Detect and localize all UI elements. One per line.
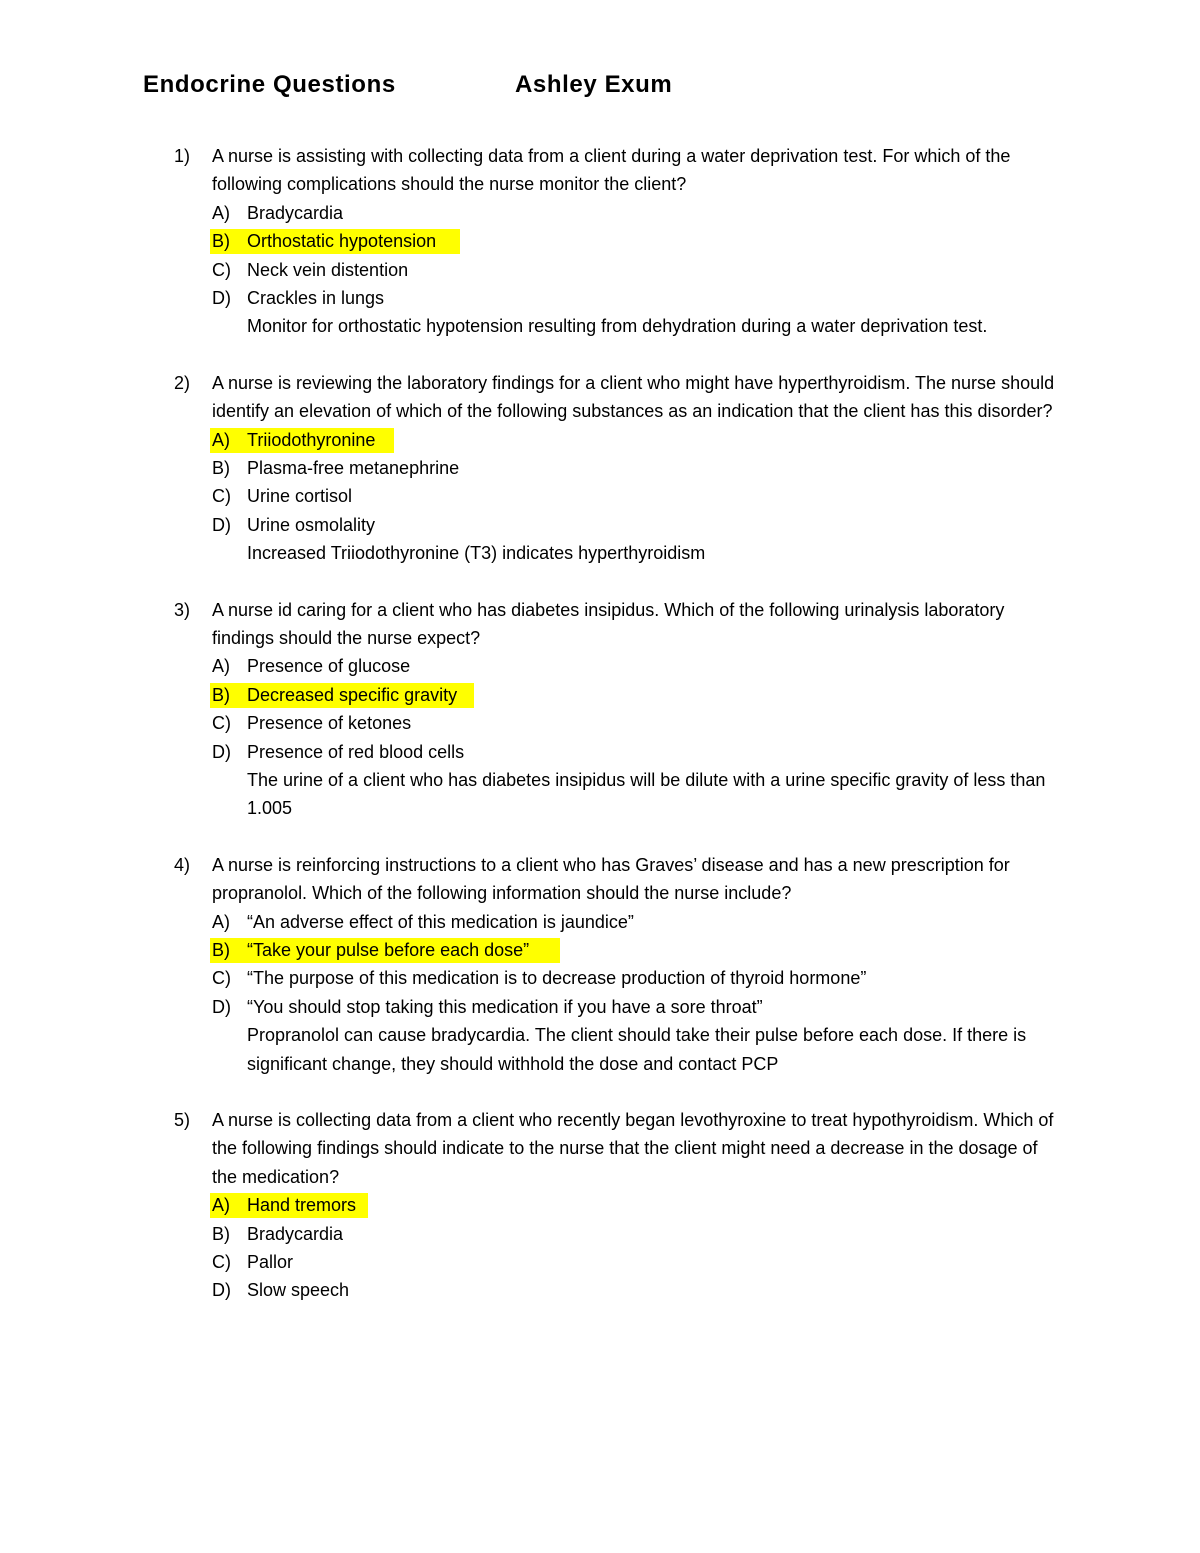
option-letter: D)	[212, 1280, 231, 1301]
option-text: Presence of ketones	[247, 713, 412, 734]
option-d	[0, 993, 1200, 1021]
option-letter: C)	[212, 486, 231, 507]
option-letter: D)	[212, 996, 231, 1017]
answer-rationale: Monitor for orthostatic hypotension resulting from dehydration during a water deprivation test.	[247, 316, 988, 337]
option-text: Presence of red blood cells	[247, 741, 465, 762]
option-text: Presence of glucose	[247, 656, 411, 677]
option-a-correct	[0, 1191, 1200, 1219]
option-text: “The purpose of this medication is to decrease production of thyroid hormone”	[247, 968, 867, 989]
option-letter: D)	[212, 741, 231, 762]
option-d	[0, 284, 1200, 312]
author-name: Ashley Exum	[515, 71, 673, 98]
answer-options	[0, 652, 1200, 766]
option-a	[0, 199, 1200, 227]
answer-options	[0, 908, 1200, 1022]
option-text: Bradycardia	[247, 202, 344, 223]
answer-options	[0, 199, 1200, 313]
option-text: Urine osmolality	[247, 514, 376, 535]
option-letter: C)	[212, 1251, 231, 1272]
option-d	[0, 1276, 1200, 1304]
option-a	[0, 652, 1200, 680]
option-letter: B)	[212, 231, 230, 252]
question-5	[0, 1106, 1200, 1305]
question-2	[0, 369, 1200, 568]
question-number: 5)	[174, 1109, 191, 1130]
option-letter: C)	[212, 713, 231, 734]
option-letter: D)	[212, 287, 231, 308]
option-c	[0, 256, 1200, 284]
question-stem: A nurse is reinforcing instructions to a client who has Graves’ disease and has a new prescription for propranolol. Which of the following information should the nurse include?	[212, 854, 1010, 904]
answer-options	[0, 1191, 1200, 1305]
option-letter: A)	[212, 1195, 230, 1216]
answer-options	[0, 426, 1200, 540]
option-text: “Take your pulse before each dose”	[247, 939, 530, 960]
option-b-correct	[0, 681, 1200, 709]
option-text: Hand tremors	[247, 1195, 357, 1216]
question-stem: A nurse is reviewing the laboratory findings for a client who might have hyperthyroidism. The nurse should identify an elevation of which of the following substances as an indication that the client has this disorder?	[212, 372, 1055, 422]
option-text: Crackles in lungs	[247, 287, 385, 308]
option-c	[0, 1248, 1200, 1276]
option-letter: D)	[212, 514, 231, 535]
question-stem: A nurse is assisting with collecting data from a client during a water deprivation test. For which of the following complications should the nurse monitor the client?	[212, 146, 1011, 195]
option-b	[0, 454, 1200, 482]
option-text: Plasma-free metanephrine	[247, 457, 460, 478]
option-a-correct	[0, 426, 1200, 454]
document-title: Endocrine Questions	[143, 71, 396, 98]
question-number: 3)	[174, 599, 191, 620]
option-letter: B)	[212, 1223, 230, 1244]
option-text: Urine cortisol	[247, 486, 353, 507]
question-number: 1)	[174, 146, 191, 166]
option-text: Decreased specific gravity	[247, 684, 458, 705]
answer-rationale: Propranolol can cause bradycardia. The client should take their pulse before each dose. If there is significant change, they should withhold the dose and contact PCP	[247, 1025, 1027, 1074]
option-text: Slow speech	[247, 1280, 350, 1301]
option-letter: C)	[212, 968, 231, 989]
option-text: Triiodothyronine	[247, 429, 376, 450]
option-text: “You should stop taking this medication if you have a sore throat”	[247, 996, 763, 1017]
option-c	[0, 482, 1200, 510]
question-1	[0, 142, 1200, 341]
option-letter: A)	[212, 911, 230, 932]
question-number: 4)	[174, 854, 191, 875]
option-text: Pallor	[247, 1251, 294, 1272]
option-c	[0, 709, 1200, 737]
question-stem: A nurse id caring for a client who has diabetes insipidus. Which of the following urinalysis laboratory findings should the nurse expect?	[212, 599, 1005, 648]
option-b	[0, 1220, 1200, 1248]
option-letter: A)	[212, 202, 230, 223]
option-letter: B)	[212, 684, 230, 705]
option-text: Orthostatic hypotension	[247, 231, 437, 252]
option-letter: A)	[212, 656, 230, 677]
option-letter: B)	[212, 457, 230, 478]
option-text: “An adverse effect of this medication is jaundice”	[247, 911, 634, 932]
question-stem: A nurse is collecting data from a client who recently began levothyroxine to treat hypothyroidism. Which of the following findings should indicate to the nurse that the client might need a decrease in the dosage of the medication?	[212, 1109, 1054, 1187]
option-d	[0, 511, 1200, 539]
option-c	[0, 964, 1200, 992]
question-4	[0, 851, 1200, 1078]
option-d	[0, 738, 1200, 766]
option-letter: B)	[212, 939, 230, 960]
option-letter: A)	[212, 429, 230, 450]
option-a	[0, 908, 1200, 936]
question-3	[0, 596, 1200, 823]
answer-rationale: Increased Triiodothyronine (T3) indicates hyperthyroidism	[247, 543, 706, 564]
question-number: 2)	[174, 372, 191, 393]
option-b-correct	[0, 227, 1200, 255]
option-text: Neck vein distention	[247, 259, 409, 280]
option-text: Bradycardia	[247, 1223, 344, 1244]
answer-rationale: The urine of a client who has diabetes insipidus will be dilute with a urine specific gravity of less than 1.005	[247, 769, 1046, 819]
question-list	[0, 142, 1200, 1333]
option-letter: C)	[212, 259, 231, 280]
option-b-correct	[0, 936, 1200, 964]
